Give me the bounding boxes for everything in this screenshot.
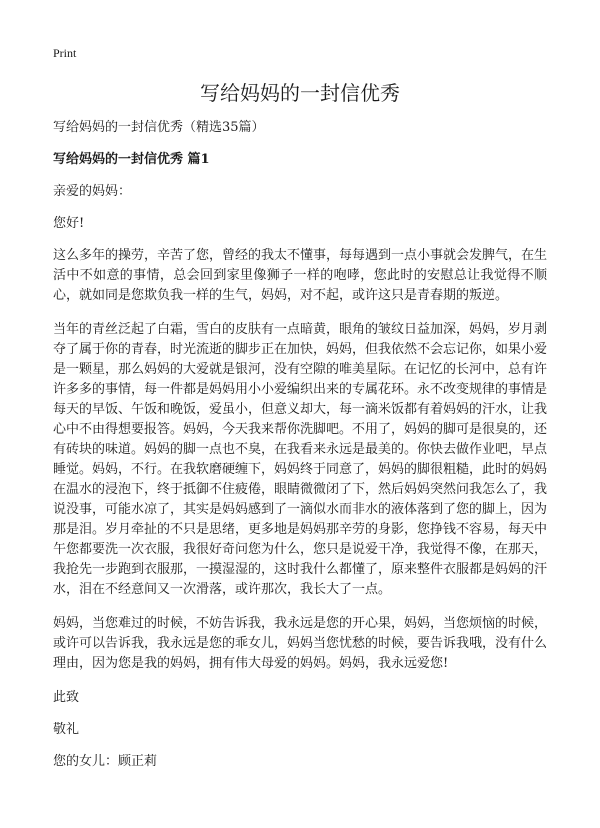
closing-line-1: 此致 xyxy=(53,690,80,705)
document-subtitle: 写给妈妈的一封信优秀（精选35篇） xyxy=(53,120,265,135)
page-title: 写给妈妈的一封信优秀 xyxy=(200,81,400,105)
salutation: 亲爱的妈妈： xyxy=(53,184,132,199)
signature: 您的女儿：顾正莉 xyxy=(53,754,158,769)
paragraph-2: 当年的青丝泛起了白霜，雪白的皮肤有一点暗黄，眼角的皱纹日益加深，妈妈，岁月剥夺了属于你的青春，时光流逝的脚步正在加快，妈妈，但我依然不会忘记你，如果小爱是一颗星，那么妈妈的大爱就是银河，没有空隙的唯美星际。在记忆的长河中，总有许许多多的事情，每一件都是妈妈用小小爱编织出来的专属花环。永不改变规律的事情是每天的早饭、午饭和晚饭，爱虽小，但意义却大，每一滴米饭都有着妈妈的汗水，让我心中不由得想要报答。妈妈，今天我来帮你洗脚吧。不用了，妈妈的脚可是很臭的，还有砖块的味道。妈妈的脚一点也不臭，在我看来永远是最美的。你快去做作业吧，早点睡觉。妈妈，不行。在我软磨硬缠下，妈妈终于同意了，妈妈的脚很粗糙，此时的妈妈在温水的浸泡下，终于抵御不住疲倦，眼睛微微闭了下，然后妈妈突然问我怎么了，我说没事，可能水凉了，其实是妈妈感到了一滴似水而非水的液体落到了您的脚上，因为那是泪。岁月牵扯的不只是思绪，更多地是妈妈那辛劳的身影，您挣钱不容易，每天中午您都要洗一次衣服，我很好奇问您为什么，您只是说爱干净，我觉得不像，在那天，我抢先一步跑到衣服那，一摸湿湿的，这时我什么都懂了，原来整件衣服都是妈妈的汗水，泪在不经意间又一次滑落，或许那次，我长大了一点。 xyxy=(53,322,548,597)
paragraph-1: 这么多年的操劳，辛苦了您，曾经的我太不懂事，每每遇到一点小事就会发脾气，在生活中不如意的事情，总会回到家里像狮子一样的咆哮，您此时的安慰总让我觉得不顺心，就如同是您欺负我一样的生气，妈妈，对不起，或许这只是青春期的叛逆。 xyxy=(53,248,548,303)
paragraph-3: 妈妈，当您难过的时候，不妨告诉我，我永远是您的开心果，妈妈，当您烦恼的时候，或许可以告诉我，我永远是您的乖女儿，妈妈当您忧愁的时候，要告诉我哦，没有什么理由，因为您是我的妈妈，拥有伟大母爱的妈妈。妈妈，我永远爱您! xyxy=(53,616,548,671)
closing-line-2: 敬礼 xyxy=(53,722,80,737)
document-body xyxy=(53,118,547,784)
greeting: 您好! xyxy=(53,216,85,231)
section-heading: 写给妈妈的一封信优秀 篇1 xyxy=(53,152,210,167)
print-label: Print xyxy=(53,46,77,60)
